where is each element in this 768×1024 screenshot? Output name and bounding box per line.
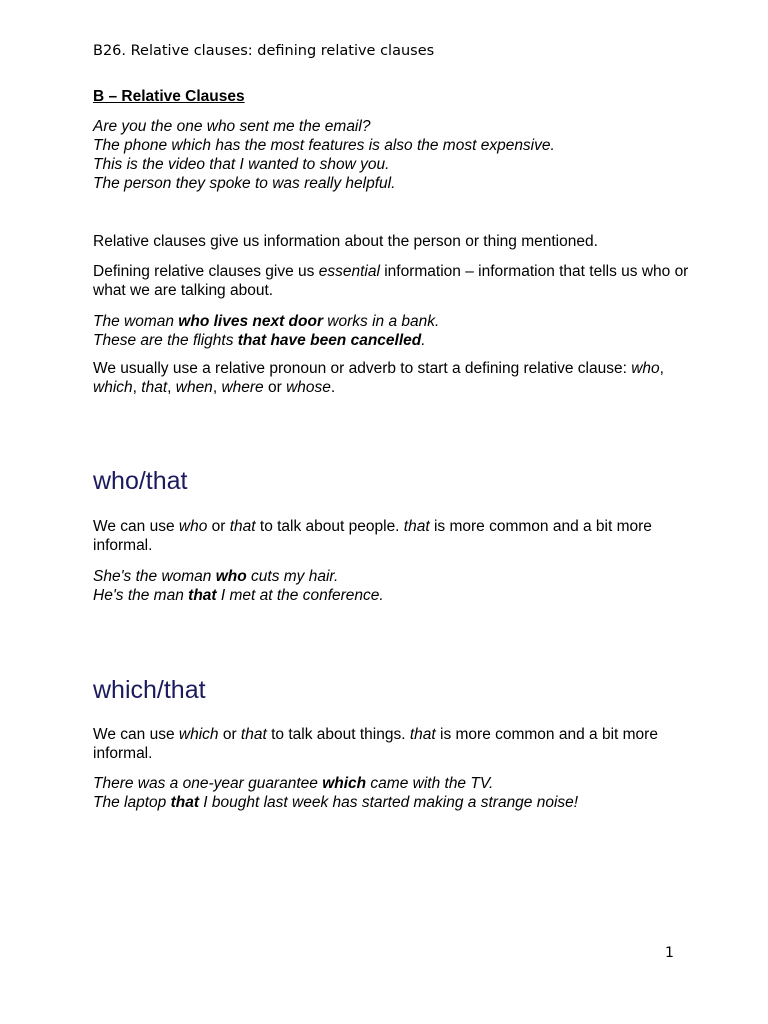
separator: ,: [132, 379, 142, 396]
intro-example: The phone which has the most features is also the most expensive.: [93, 137, 555, 154]
text-span: is more common and a bit more informal.: [93, 518, 652, 554]
bold-text: who: [215, 568, 247, 585]
paragraph-text: [93, 359, 693, 397]
text-span: I bought last week has started making a strange noise!: [198, 794, 579, 811]
pronoun: when: [175, 379, 213, 396]
text-span: cuts my hair.: [246, 568, 339, 585]
example-line: [93, 331, 693, 350]
paragraph-text: Relative clauses give us information about the person or thing mentioned.: [93, 233, 598, 250]
pronoun: whose: [286, 379, 331, 396]
bold-text: which: [322, 775, 367, 792]
text-span: We can use: [93, 726, 179, 743]
who-that-text: [93, 517, 693, 555]
text-span: works in a bank.: [323, 313, 440, 330]
pronoun: that: [141, 379, 168, 396]
text-span: or: [218, 726, 241, 743]
pronoun: that: [409, 726, 436, 743]
defining-examples: [93, 312, 693, 350]
paragraph-text: [93, 262, 693, 300]
paragraph-2: [93, 262, 693, 300]
intro-example: Are you the one who sent me the email?: [93, 118, 371, 135]
text-span: He's the man: [93, 587, 189, 604]
example-line: [93, 567, 693, 586]
paragraph-text: [93, 517, 693, 555]
bold-text: that: [170, 794, 199, 811]
page-number: 1: [665, 945, 674, 961]
text-span: These are the flights: [93, 332, 238, 349]
emphasis-text: essential: [318, 263, 380, 280]
separator: ,: [659, 360, 664, 377]
text-span: Defining relative clauses give us: [93, 263, 319, 280]
separator: ,: [167, 379, 176, 396]
bold-text: who lives next door: [178, 313, 323, 330]
example-line: [93, 774, 693, 793]
which-that-title: which/that: [93, 676, 206, 704]
intro-example: This is the video that I wanted to show you.: [93, 156, 390, 173]
intro-examples: [93, 117, 693, 193]
text-span: .: [421, 332, 426, 349]
text-span: information – information that tells us who or what we are talking about.: [93, 263, 689, 299]
pronoun: that: [229, 518, 256, 535]
pronoun: which: [178, 726, 219, 743]
text-span: The laptop: [93, 794, 171, 811]
bold-text: that have been cancelled: [237, 332, 422, 349]
which-that-text: [93, 725, 693, 763]
text-span: The woman: [93, 313, 179, 330]
separator: .: [330, 379, 336, 396]
who-that-title: who/that: [93, 467, 188, 495]
text-span: I met at the conference.: [216, 587, 384, 604]
paragraph-3: [93, 359, 693, 397]
example-line: [93, 793, 693, 812]
document-page: [93, 0, 693, 1024]
example-line: [93, 586, 693, 605]
paragraph-1: [93, 232, 693, 251]
text-span: came with the TV.: [366, 775, 494, 792]
text-span: We can use: [93, 518, 179, 535]
paragraph-text: [93, 725, 693, 763]
example-line: [93, 312, 693, 331]
pronoun: which: [93, 379, 133, 396]
separator: ,: [212, 379, 222, 396]
separator: or: [263, 379, 287, 396]
text-span: She's the woman: [93, 568, 216, 585]
section-heading: B – Relative Clauses: [93, 88, 245, 105]
pronoun: who: [631, 360, 660, 377]
text-span: We usually use a relative pronoun or adverb to start a defining relative clause:: [93, 360, 632, 377]
intro-example: The person they spoke to was really helpful.: [93, 175, 396, 192]
text-span: is more common and a bit more informal.: [93, 726, 658, 762]
page-header: B26. Relative clauses: defining relative clauses: [93, 43, 435, 59]
text-span: There was a one-year guarantee: [93, 775, 323, 792]
which-that-examples: [93, 774, 693, 812]
pronoun: that: [240, 726, 267, 743]
who-that-examples: [93, 567, 693, 605]
text-span: to talk about things.: [266, 726, 410, 743]
text-span: to talk about people.: [255, 518, 404, 535]
pronoun: where: [221, 379, 264, 396]
text-span: or: [207, 518, 230, 535]
bold-text: that: [188, 587, 217, 604]
pronoun: that: [403, 518, 430, 535]
pronoun: who: [178, 518, 208, 535]
